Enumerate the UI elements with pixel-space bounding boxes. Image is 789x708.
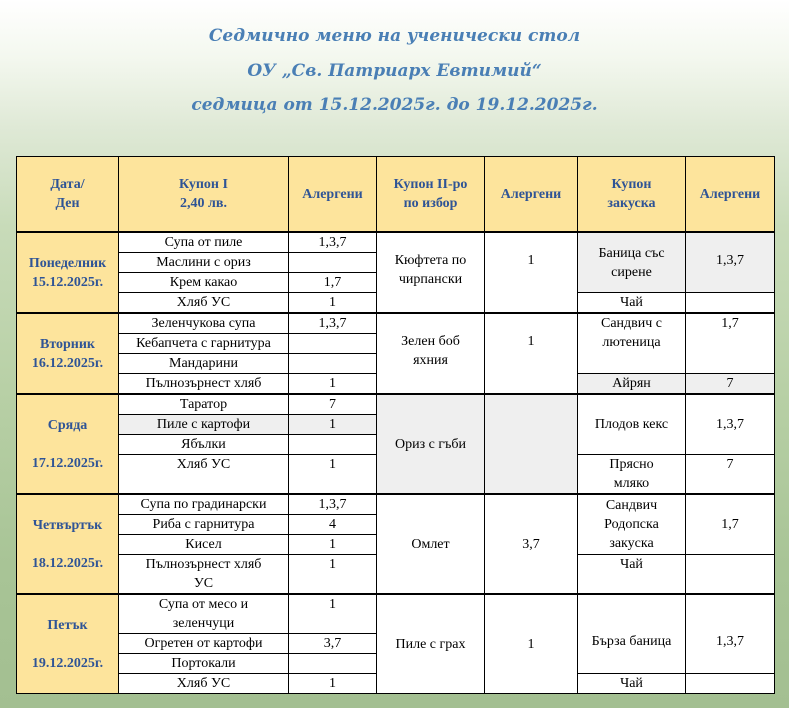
snack-item: Сандвич с лютеница [578,313,686,374]
coupon1-item: Риба с гарнитура [119,515,289,535]
coupon1-item: Супа от месо и зеленчуци [119,594,289,634]
snack-allergens: 1,3,7 [686,394,775,455]
table-row [17,313,775,334]
snack-item: Айрян [578,374,686,395]
coupon2-allergens: 1 [485,313,578,394]
snack-allergens: 1,3,7 [686,594,775,674]
coupon1-allergens [289,253,377,273]
menu-title: Седмично меню на ученически стол [208,26,581,46]
coupon1-allergens: 1,3,7 [289,494,377,515]
weekly-menu-table [16,156,775,694]
coupon1-allergens: 1 [289,374,377,395]
coupon1-item: Таратор [119,394,289,415]
coupon1-item: Маслини с ориз [119,253,289,273]
header-coupon2: Купон II-ро по избор [377,157,485,233]
coupon1-allergens: 1 [289,455,377,495]
coupon1-allergens [289,354,377,374]
coupon1-item: Хляб УС [119,455,289,495]
week-range: седмица от 15.12.2025г. до 19.12.2025г. [191,95,598,115]
day-cell-monday: Понеделник 15.12.2025г. [17,232,119,313]
coupon2-item: Пиле с грах [377,594,485,694]
coupon1-allergens: 1,3,7 [289,232,377,253]
coupon1-item: Ябълки [119,435,289,455]
snack-allergens [686,293,775,314]
table-row [17,394,775,415]
snack-item: Чай [578,293,686,314]
header-date: Дата/ Ден [17,157,119,233]
coupon1-item: Пълнозърнест хляб [119,374,289,395]
coupon1-item: Хляб УС [119,293,289,314]
coupon1-allergens: 1,3,7 [289,313,377,334]
coupon1-item: Пиле с картофи [119,415,289,435]
coupon1-allergens: 1 [289,594,377,634]
day-cell-friday: Петък 19.12.2025г. [17,594,119,694]
snack-item: Плодов кекс [578,394,686,455]
snack-item: Сандвич Родопска закуска [578,494,686,555]
coupon1-allergens [289,334,377,354]
day-cell-tuesday: Вторник 16.12.2025г. [17,313,119,394]
header-allergens-3: Алергени [686,157,775,233]
coupon1-item: Огретен от картофи [119,634,289,654]
header-row [17,157,775,233]
coupon1-item: Супа по градинарски [119,494,289,515]
coupon2-allergens: 1 [485,232,578,313]
coupon1-allergens: 7 [289,394,377,415]
coupon2-allergens: 1 [485,594,578,694]
coupon1-item: Портокали [119,654,289,674]
snack-allergens: 1,3,7 [686,232,775,293]
school-name: ОУ „Св. Патриарх Евтимий“ [247,61,542,81]
coupon1-item: Кебапчета с гарнитура [119,334,289,354]
coupon1-allergens: 3,7 [289,634,377,654]
snack-item: Прясно мляко [578,455,686,495]
coupon1-allergens: 4 [289,515,377,535]
snack-allergens [686,674,775,694]
coupon1-item: Хляб УС [119,674,289,694]
snack-allergens: 1,7 [686,494,775,555]
coupon2-item: Омлет [377,494,485,594]
snack-item: Чай [578,555,686,595]
snack-item: Баница със сирене [578,232,686,293]
coupon2-item: Ориз с гъби [377,394,485,494]
coupon1-item: Кисел [119,535,289,555]
header-allergens-2: Алергени [485,157,578,233]
snack-allergens [686,555,775,595]
coupon1-allergens: 1,7 [289,273,377,293]
coupon2-item: Зелен боб яхния [377,313,485,394]
coupon1-allergens [289,435,377,455]
coupon1-allergens [289,654,377,674]
coupon2-item: Кюфтета по чирпански [377,232,485,313]
coupon1-allergens: 1 [289,555,377,595]
coupon1-item: Супа от пиле [119,232,289,253]
day-cell-thursday: Четвъртък 18.12.2025г. [17,494,119,594]
coupon1-item: Пълнозърнест хляб УС [119,555,289,595]
snack-allergens: 1,7 [686,313,775,374]
coupon2-allergens [485,394,578,494]
coupon1-item: Крем какао [119,273,289,293]
coupon1-item: Мандарини [119,354,289,374]
header-snack: Купон закуска [578,157,686,233]
coupon1-allergens: 1 [289,674,377,694]
snack-item: Бърза баница [578,594,686,674]
table-row [17,494,775,515]
snack-item: Чай [578,674,686,694]
day-cell-wednesday: Сряда 17.12.2025г. [17,394,119,494]
coupon1-item: Зеленчукова супа [119,313,289,334]
header-allergens-1: Алергени [289,157,377,233]
header-coupon1: Купон I 2,40 лв. [119,157,289,233]
coupon1-allergens: 1 [289,293,377,314]
coupon2-allergens: 3,7 [485,494,578,594]
coupon1-allergens: 1 [289,415,377,435]
table-row [17,232,775,253]
snack-allergens: 7 [686,455,775,495]
coupon1-allergens: 1 [289,535,377,555]
table-row [17,594,775,634]
snack-allergens: 7 [686,374,775,395]
